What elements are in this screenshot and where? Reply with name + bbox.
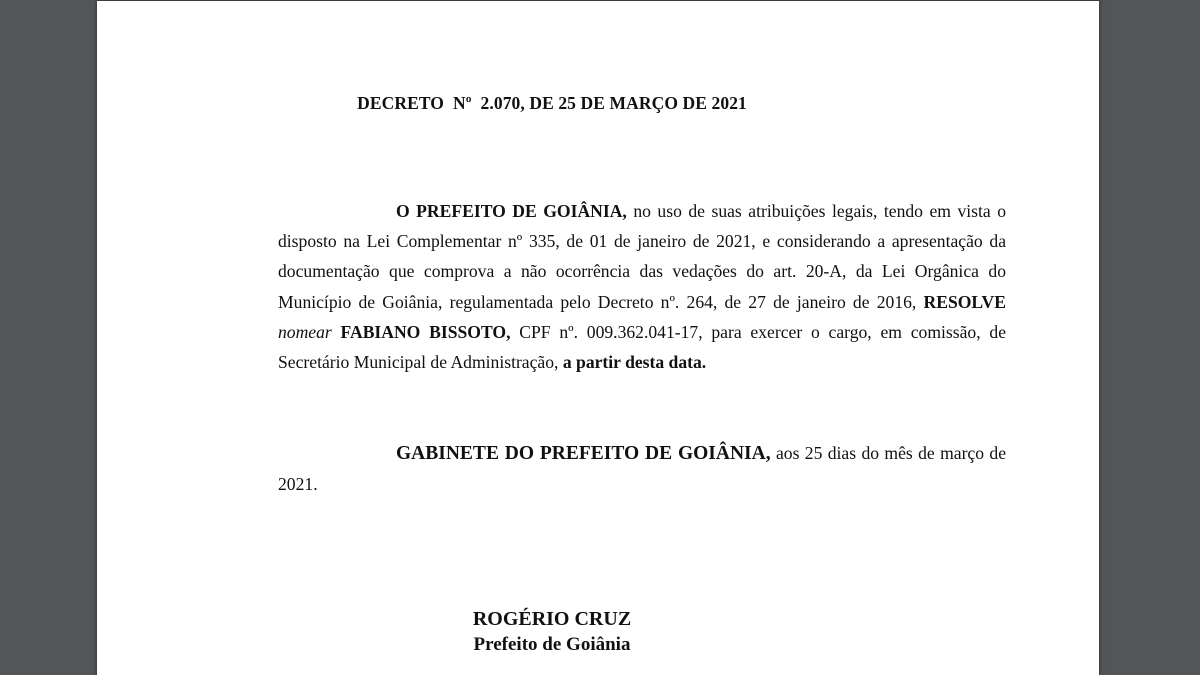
nominee-name: FABIANO BISSOTO, bbox=[340, 321, 511, 342]
body-text-part-1: no uso de suas atribuições legais, tendo em vista o disposto na Lei Complementar nº 335, de 01 de janeiro de 2021, e considerando a apresentação da documentação que comprova a não ocorrência das vedações do art. 20-A, da Lei Orgânica do Município de Goiânia, regulamentada pelo Decreto nº. 264, de 27 de janeiro de 2016, bbox=[278, 201, 1006, 312]
decree-body-paragraph bbox=[278, 196, 1006, 377]
effective-date-clause: a partir desta data. bbox=[562, 352, 707, 373]
signatory-role: Prefeito de Goiânia bbox=[473, 634, 631, 655]
resolve-keyword: RESOLVE bbox=[923, 291, 1006, 312]
closing-date-text: aos 25 dias do mês de março de 2021. bbox=[278, 443, 1006, 494]
nomear-keyword: nomear bbox=[278, 321, 332, 342]
closing-paragraph bbox=[278, 438, 1006, 499]
body-text-part-2: CPF nº. 009.362.041-17, para exercer o cargo, em comissão, de Secretário Municipal de Administração, bbox=[278, 321, 1006, 373]
signatory-name: ROGÉRIO CRUZ bbox=[472, 608, 632, 630]
document-page bbox=[97, 0, 1099, 675]
decree-title: DECRETO Nº 2.070, DE 25 DE MARÇO DE 2021 bbox=[357, 93, 747, 113]
authority-label: O PREFEITO DE GOIÂNIA, bbox=[396, 201, 627, 221]
office-label: GABINETE DO PREFEITO DE GOIÂNIA, bbox=[396, 443, 771, 464]
